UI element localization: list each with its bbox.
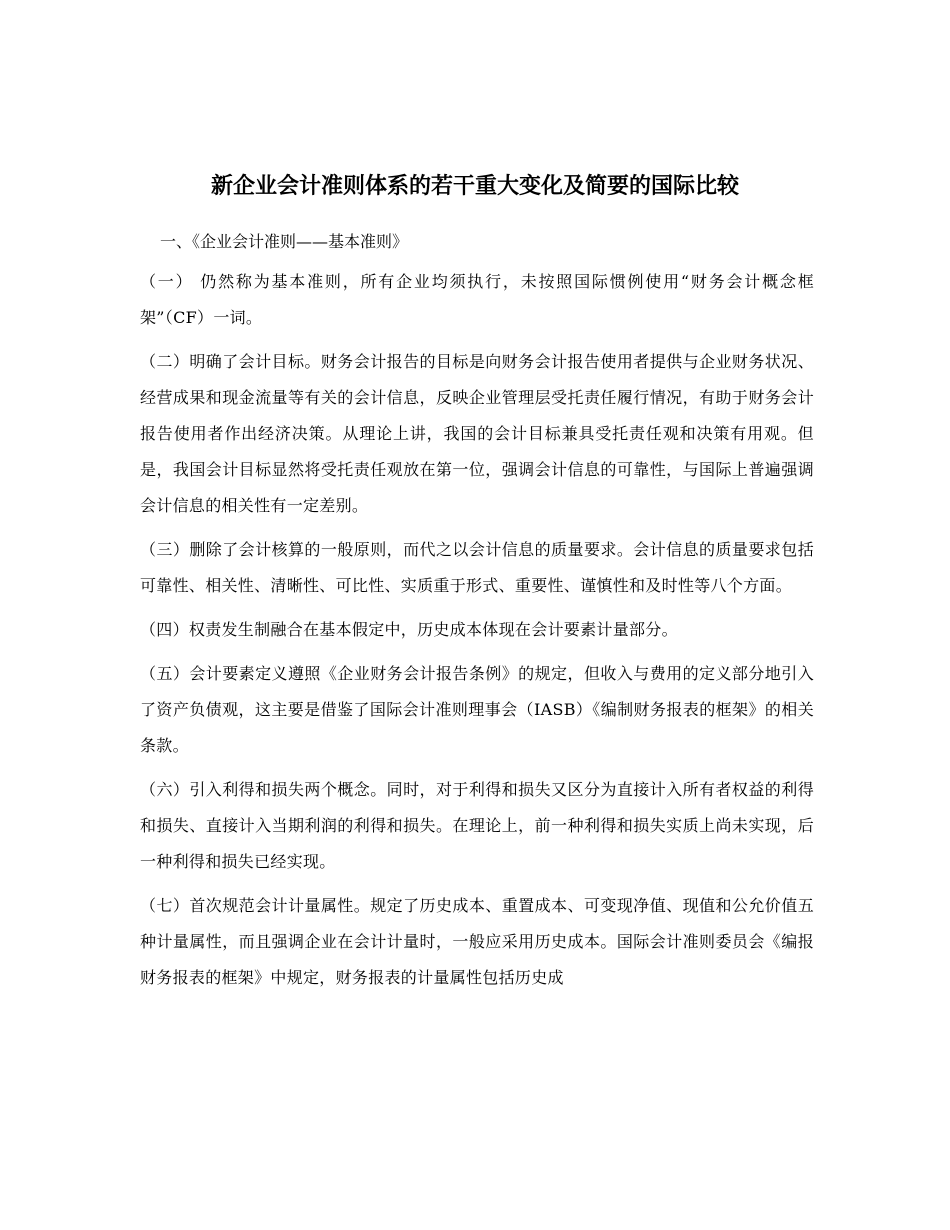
paragraph-3: （三）删除了会计核算的一般原则，而代之以会计信息的质量要求。会计信息的质量要求包括可靠性、相关性、清晰性、可比性、实质重于形式、重要性、谨慎性和及时性等八个方面。 xyxy=(140,540,814,595)
section-heading: 一、《企业会计准则——基本准则》 xyxy=(160,232,409,251)
paragraph-4: （四）权责发生制融合在基本假定中，历史成本体现在会计要素计量部分。 xyxy=(140,620,678,639)
paragraph-7: （七）首次规范会计计量属性。规定了历史成本、重置成本、可变现净值、现值和公允价值五种计量属性，而且强调企业在会计计量时，一般应采用历史成本。国际会计准则委员会《编报财务报表的框架》中规定，财务报表的计量属性包括历史成 xyxy=(140,896,814,987)
document-body xyxy=(140,264,814,1004)
paragraph-1: （一） 仍然称为基本准则，所有企业均须执行，未按照国际惯例使用“财务会计概念框架”（CF）一词。 xyxy=(140,272,814,327)
paragraph-6: （六）引入利得和损失两个概念。同时，对于利得和损失又区分为直接计入所有者权益的利得和损失、直接计入当期利润的利得和损失。在理论上，前一种利得和损失实质上尚未实现，后一种利得和损失已经实现。 xyxy=(140,780,814,871)
paragraph-5: （五）会计要素定义遵照《企业财务会计报告条例》的规定，但收入与费用的定义部分地引入了资产负债观，这主要是借鉴了国际会计准则理事会（IASB）《编制财务报表的框架》的相关条款。 xyxy=(140,664,814,755)
document-title: 新企业会计准则体系的若干重大变化及简要的国际比较 xyxy=(210,173,739,199)
paragraph-2: （二）明确了会计目标。财务会计报告的目标是向财务会计报告使用者提供与企业财务状况、经营成果和现金流量等有关的会计信息，反映企业管理层受托责任履行情况，有助于财务会计报告使用者作出经济决策。从理论上讲，我国的会计目标兼具受托责任观和决策有用观。但是，我国会计目标显然将受托责任观放在第一位，强调会计信息的可靠性，与国际上普遍强调会计信息的相关性有一定差别。 xyxy=(140,352,814,515)
